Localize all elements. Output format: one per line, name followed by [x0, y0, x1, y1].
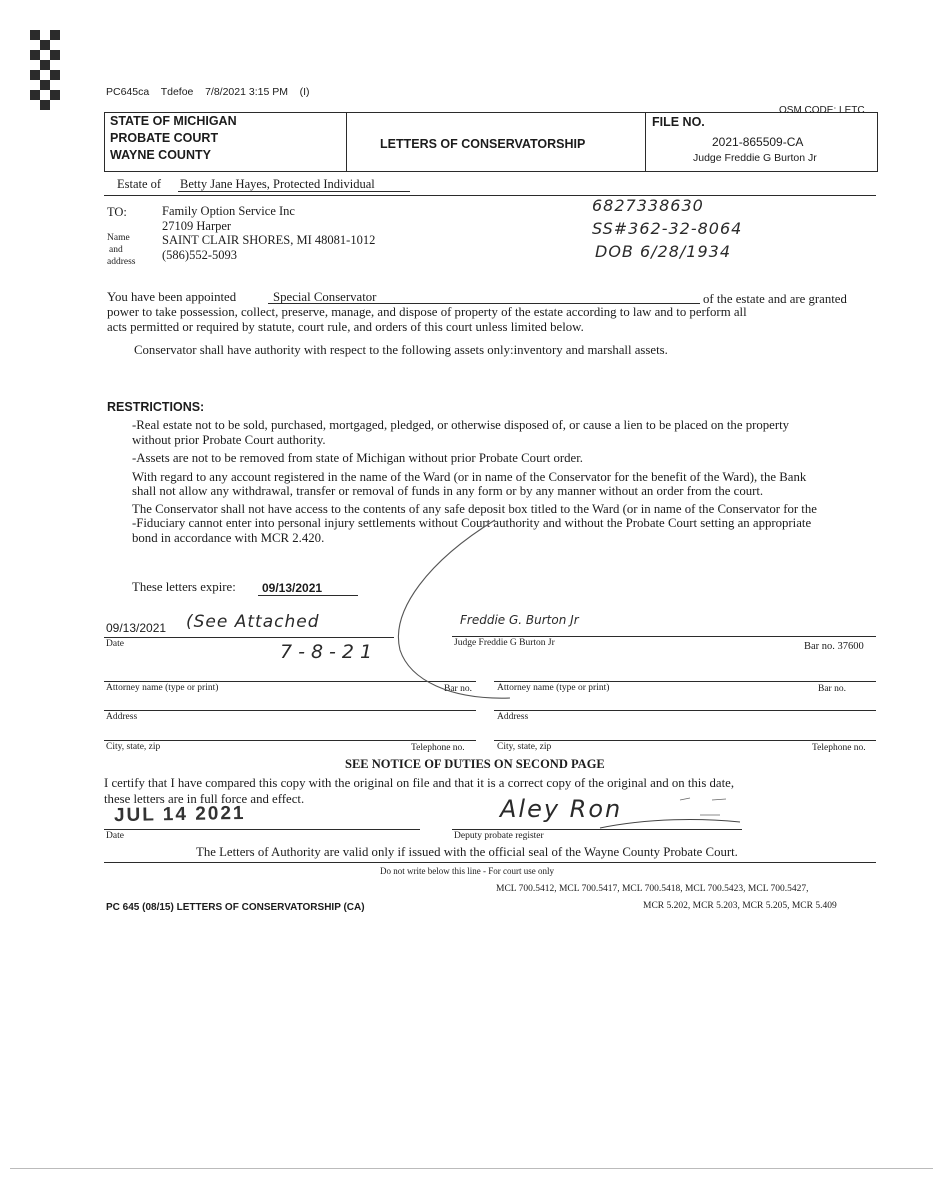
expiry-label: These letters expire:	[132, 580, 236, 594]
form-code: PC645ca	[106, 86, 150, 98]
restriction-line: The Conservator shall not have access to the contents of any safe deposit box titled to the Ward (or in name of the Conservator for the	[132, 501, 817, 516]
restriction-line: bond in accordance with MCR 2.420.	[132, 530, 325, 545]
caption-divider	[346, 112, 347, 172]
restriction-line: without prior Probate Court authority.	[132, 432, 326, 447]
appointment-line-1	[107, 290, 236, 305]
phone-label-left: Telephone no.	[411, 743, 465, 753]
address-line-left	[104, 710, 476, 711]
court-use-note: Do not write below this line - For court use only	[380, 866, 554, 876]
notice-heading: SEE NOTICE OF DUTIES ON SECOND PAGE	[345, 757, 605, 771]
estate-name: Betty Jane Hayes, Protected Individual	[180, 177, 375, 191]
expiry-date: 09/13/2021	[262, 581, 323, 595]
deputy-label: Deputy probate register	[454, 831, 544, 841]
scan-edge	[10, 1168, 933, 1169]
court-line-3: WAYNE COUNTY	[110, 148, 211, 162]
mcl-references: MCL 700.5412, MCL 700.5417, MCL 700.5418, MCL 700.5423, MCL 700.5427,	[496, 884, 809, 894]
user-id: Tdefoe	[160, 86, 194, 98]
appointment-line-3: acts permitted or required by statute, court rule, and orders of this court unless limited below.	[107, 320, 584, 334]
page-flag: (I)	[299, 86, 310, 98]
phone-label-right: Telephone no.	[812, 743, 866, 753]
restrictions-heading: RESTRICTIONS:	[107, 400, 205, 414]
attorney-name-label-left: Attorney name (type or print)	[106, 683, 219, 693]
print-timestamp: 7/8/2021 3:15 PM	[205, 86, 288, 98]
handwritten-date: 7-8-21	[280, 641, 379, 663]
authority-statement: Conservator shall have authority with respect to the following assets only:inventory and marshall assets.	[134, 343, 668, 357]
restriction-line: -Fiduciary cannot enter into personal injury settlements without Court authority and without the Probate Court setting an appropriate	[132, 516, 812, 530]
restriction-line: With regard to any account registered in the name of the Ward (or in name of the Conservator for the benefit of the Ward), the Bank	[132, 469, 807, 484]
cert-date-label: Date	[106, 831, 124, 841]
and-label: and	[109, 245, 123, 255]
attorney-line-right	[494, 681, 876, 682]
pen-stroke	[680, 798, 726, 815]
recipient-city: SAINT CLAIR SHORES, MI 48081-1012	[162, 233, 376, 247]
court-line-2: PROBATE COURT	[110, 131, 219, 145]
register-signature: Aley Ron	[500, 795, 623, 823]
form-identifier: PC 645 (08/15) LETTERS OF CONSERVATORSHIP (CA)	[106, 902, 365, 913]
caption-divider	[645, 112, 646, 172]
address-label-right: Address	[497, 712, 529, 722]
appointment-suffix: of the estate and are granted	[703, 292, 847, 306]
deputy-line	[452, 829, 742, 830]
bar-number: Bar no. 37600	[804, 641, 864, 652]
print-header	[106, 86, 310, 98]
city-label-left: City, state, zip	[106, 742, 161, 752]
file-number: 2021-865509-CA	[712, 135, 804, 149]
restriction-line: shall not allow any withdrawal, transfer or removal of funds in any form or by any manner without an order from the court.	[132, 484, 764, 498]
recipient-address	[162, 204, 375, 262]
appointment-line-2: power to take possession, collect, preserve, manage, and dispose of property of the estate according to law and to perform all	[107, 305, 747, 319]
file-no-label: FILE NO.	[652, 115, 705, 129]
recipient-street: 27109 Harper	[162, 218, 232, 233]
judge-signature: Freddie G. Burton Jr	[460, 613, 579, 627]
mcr-references: MCR 5.202, MCR 5.203, MCR 5.205, MCR 5.409	[643, 901, 837, 911]
file-judge: Judge Freddie G Burton Jr	[693, 152, 817, 164]
expiry-underline	[258, 595, 358, 596]
recipient-phone: (586)552-5093	[162, 247, 237, 262]
restrictions-list	[132, 418, 817, 545]
restriction-line: -Assets are not to be removed from state of Michigan without prior Probate Court order.	[132, 451, 583, 465]
handwritten-ssn: SS#362-32-8064	[592, 219, 743, 238]
certify-line-1: I certify that I have compared this copy with the original on file and that it is a correct copy of the original and on this date,	[104, 776, 735, 790]
date-line	[104, 637, 394, 638]
handwritten-phone: 6827338630	[592, 196, 704, 215]
address-label-left: Address	[106, 712, 138, 722]
judge-line	[452, 636, 876, 637]
signature-date: 09/13/2021	[106, 621, 167, 635]
estate-underline	[178, 191, 410, 192]
estate-label: Estate of	[117, 177, 162, 191]
date-label: Date	[106, 639, 124, 649]
attorney-name-label-right: Attorney name (type or print)	[497, 683, 610, 693]
city-label-right: City, state, zip	[497, 742, 552, 752]
judge-label: Judge Freddie G Burton Jr	[454, 638, 555, 648]
to-label: TO:	[107, 205, 127, 219]
name-label: Name	[107, 233, 130, 243]
osm-code: OSM CODE: LETC	[779, 105, 865, 116]
estate-bottom-border	[104, 195, 876, 196]
address-line-right	[494, 710, 876, 711]
date-stamp: JUL 14 2021	[113, 802, 246, 827]
court-name	[110, 113, 237, 164]
registration-mark	[30, 30, 60, 115]
address-label: address	[107, 257, 136, 267]
validity-statement: The Letters of Authority are valid only if issued with the official seal of the Wayne County Probate Court.	[196, 845, 738, 859]
pen-stroke	[398, 520, 510, 698]
court-line-1: STATE OF MICHIGAN	[110, 114, 237, 128]
handwritten-see-attached: (See Attached	[186, 612, 320, 632]
certify-line-2: these letters are in full force and effect.	[104, 792, 305, 806]
attorney-line-left	[104, 681, 476, 682]
cert-date-line	[104, 829, 420, 830]
name-address-label	[107, 232, 136, 268]
city-line-left	[104, 740, 476, 741]
appointment-prefix: You have been appointed	[107, 290, 237, 304]
city-line-right	[494, 740, 876, 741]
validity-line	[104, 862, 876, 863]
handwritten-dob: DOB 6/28/1934	[595, 242, 732, 261]
appointment-role: Special Conservator	[273, 290, 377, 304]
attorney-bar-label-left: Bar no.	[444, 684, 472, 694]
attorney-bar-label-right: Bar no.	[818, 684, 846, 694]
restriction-line: -Real estate not to be sold, purchased, mortgaged, pledged, or otherwise disposed of, or cause a lien to be placed on the property	[132, 418, 790, 432]
form-title: LETTERS OF CONSERVATORSHIP	[380, 137, 586, 151]
role-underline	[268, 303, 700, 304]
recipient-name: Family Option Service Inc	[162, 204, 295, 218]
